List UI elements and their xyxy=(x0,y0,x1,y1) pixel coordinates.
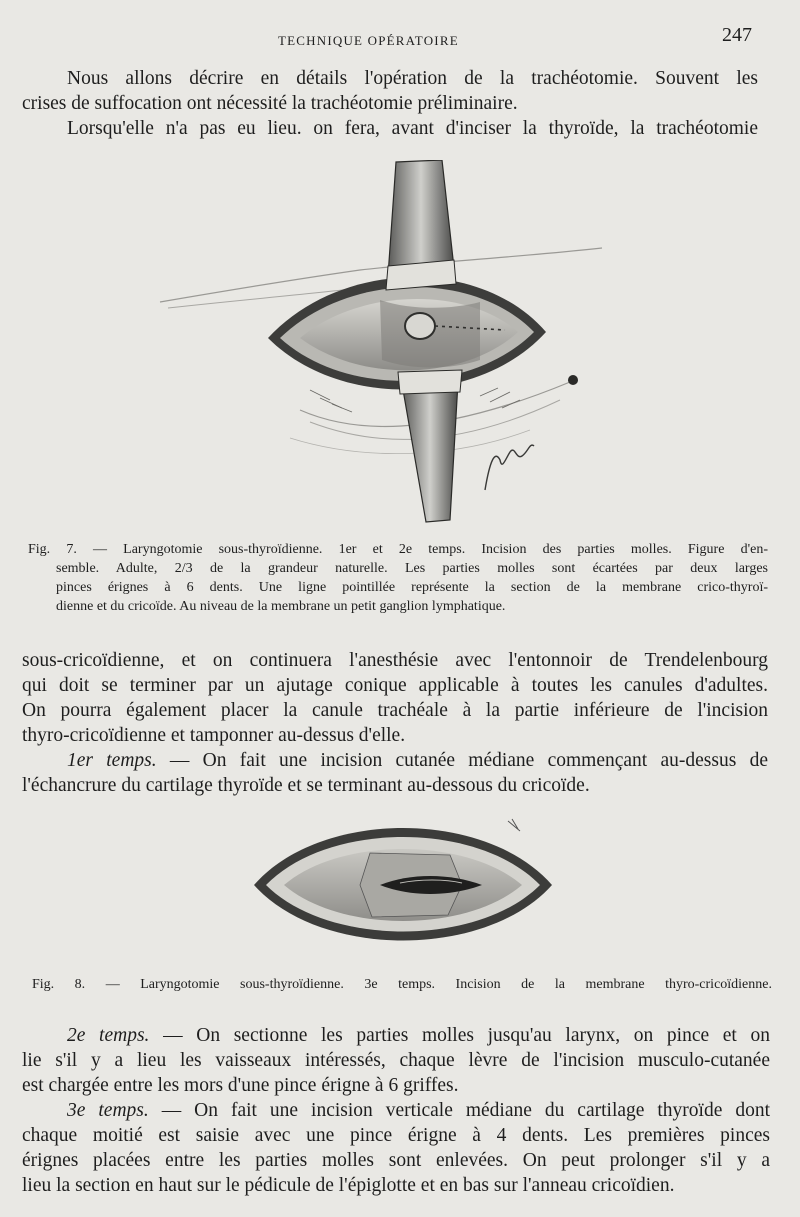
text-line: lie s'il y a lieu les vaisseaux intéressés, chaque lèvre de l'incision musculo-cutanée xyxy=(22,1050,770,1071)
step1-label: 1er temps. xyxy=(67,750,157,771)
caption-line: pinces érignes à 6 dents. Une ligne pointillée représente la section de la membrane crico-thyroï- xyxy=(56,580,768,595)
artist-signature xyxy=(485,445,534,490)
figure-7-illustration xyxy=(150,160,610,532)
text-line: crises de suffocation ont nécessité la trachéotomie préliminaire. xyxy=(22,93,518,114)
text-line: Lorsqu'elle n'a pas eu lieu. on fera, avant d'inciser la thyroïde, la trachéotomie xyxy=(67,118,758,139)
text-line: qui doit se terminer par un ajutage conique applicable à toutes les canules d'adultes. xyxy=(22,675,768,696)
caption-line: dienne et du cricoïde. Au niveau de la membrane un petit ganglion lymphatique. xyxy=(56,599,506,614)
text-line: chaque moitié est saisie avec une pince érigne à 4 dents. Les premières pinces xyxy=(22,1125,770,1146)
middle-paragraph xyxy=(22,648,768,798)
step3-label: 3e temps. xyxy=(67,1100,149,1121)
step2-line: 2e temps. — On sectionne les parties molles jusqu'au larynx, on pince et on xyxy=(67,1025,771,1046)
text-line: l'échancrure du cartilage thyroïde et se terminant au-dessous du cricoïde. xyxy=(22,775,590,796)
bottom-paragraphs xyxy=(22,1023,770,1198)
intro-paragraph xyxy=(22,66,758,141)
step1-line: 1er temps. — On fait une incision cutanée médiane commençant au-dessus de xyxy=(67,750,768,771)
figure-7-caption xyxy=(28,540,768,616)
page-number: 247 xyxy=(722,24,752,46)
step3-line: 3e temps. — On fait une incision verticale médiane du cartilage thyroïde dont xyxy=(67,1100,771,1121)
figure-8-illustration xyxy=(250,815,555,955)
caption-line: semble. Adulte, 2/3 de la grandeur naturelle. Les parties molles sont écartées par deux larges xyxy=(56,561,768,576)
text-line: lieu la section en haut sur le pédicule de l'épiglotte et en bas sur l'anneau cricoïdien. xyxy=(22,1175,675,1196)
text-line: thyro-cricoïdienne et tamponner au-dessus d'elle. xyxy=(22,725,406,746)
text-line: sous-cricoïdienne, et on continuera l'anesthésie avec l'entonnoir de Trendelenbourg xyxy=(22,650,768,671)
figure-8-caption xyxy=(32,975,772,994)
running-title: TECHNIQUE OPÉRATOIRE xyxy=(278,33,459,48)
text-line: Nous allons décrire en détails l'opération de la trachéotomie. Souvent les xyxy=(67,68,758,89)
caption-line: Fig. 7. — Laryngotomie sous-thyroïdienne. 1er et 2e temps. Incision des parties molles. Figure d'en- xyxy=(28,542,768,557)
step2-label: 2e temps. xyxy=(67,1025,150,1046)
text-line: est chargée entre les mors d'une pince érigne à 6 griffes. xyxy=(22,1075,459,1096)
text-line: érignes placées entre les parties molles sont enlevées. On peut prolonger s'il y a xyxy=(22,1150,770,1171)
caption-line: Fig. 8. — Laryngotomie sous-thyroïdienne. 3e temps. Incision de la membrane thyro-cricoïdienne. xyxy=(32,977,772,992)
text-line: On pourra également placer la canule trachéale à la partie inférieure de l'incision xyxy=(22,700,768,721)
